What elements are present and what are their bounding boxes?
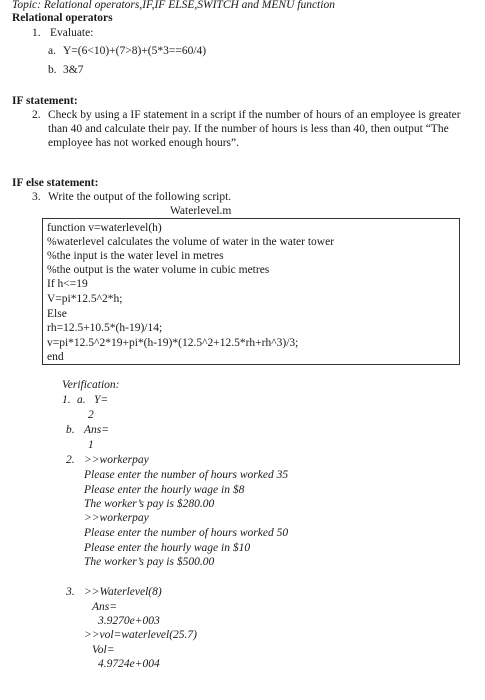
ver-q3-ans-label: Ans=	[92, 601, 118, 613]
ver-q3-cmd1: >>Waterlevel(8)	[84, 586, 162, 598]
ver-q2-line: Please enter the number of hours worked 50	[84, 527, 289, 539]
ver-q2-line: The worker’s pay is $280.00	[84, 498, 215, 510]
code-line: %the output is the water volume in cubic metres	[47, 264, 270, 276]
ver-q3-vol-label: Vol=	[92, 644, 115, 656]
topic-line: Topic: Relational operators,IF,IF ELSE,SWITCH and MENU function	[12, 0, 335, 11]
code-line: %the input is the water level in metres	[47, 250, 224, 262]
q1-title: Evaluate:	[50, 27, 94, 39]
q1-item-a-text: Y=(6<10)+(7>8)+(5*3==60/4)	[63, 45, 207, 57]
ver-q1-a-value: 2	[88, 409, 94, 421]
ver-q1-b-value: 1	[88, 439, 94, 451]
code-line: function v=waterlevel(h)	[47, 222, 162, 234]
code-line: %waterlevel calculates the volume of water in the water tower	[47, 236, 335, 248]
ver-q1-a-prompt: Y=	[94, 394, 109, 406]
q2-text: Check by using a IF statement in a script if the number of hours of an employee is greater than 40 and calculate their pay. If the number of hours is less than 40, then output “The employee has not worked enough hours”.	[48, 109, 461, 149]
ver-q3-vol-value: 4.9724e+004	[98, 658, 160, 670]
q3-number: 3.	[32, 191, 41, 203]
ver-q1-b-prompt: Ans=	[84, 424, 110, 436]
code-line: V=pi*12.5^2*h;	[47, 293, 123, 305]
q1-item-b-label: b.	[48, 64, 57, 76]
code-line: rh=12.5+10.5*(h-19)/14;	[47, 322, 163, 334]
q1-number: 1.	[32, 27, 41, 39]
code-line: If h<=19	[47, 278, 88, 290]
ver-q3-ans-value: 3.9270e+003	[98, 615, 160, 627]
ver-q1-b-label: b.	[66, 424, 75, 436]
q1-item-b-text: 3&7	[63, 64, 84, 76]
q3-text: Write the output of the following script.	[48, 191, 232, 203]
code-line: Else	[47, 308, 67, 320]
ver-q2-line: The worker’s pay is $500.00	[84, 556, 215, 568]
ifelse-section-title: IF else statement:	[12, 177, 99, 189]
verification-title: Verification:	[62, 379, 120, 391]
code-filename: Waterlevel.m	[170, 205, 232, 217]
code-line: end	[47, 351, 64, 363]
ver-q2-line: >>workerpay	[84, 512, 149, 524]
ver-q3-cmd2: >>vol=waterlevel(25.7)	[84, 629, 198, 641]
ver-q2-line: Please enter the hourly wage in $8	[84, 484, 245, 496]
ver-q3-number: 3.	[66, 586, 75, 598]
code-line: v=pi*12.5^2*19+pi*(h-19)*(12.5^2+12.5*rh+rh^3)/3;	[47, 337, 299, 349]
ver-q2-line: Please enter the number of hours worked 35	[84, 469, 289, 481]
ver-q2-line: Please enter the hourly wage in $10	[84, 542, 251, 554]
ver-q2-number: 2.	[66, 454, 75, 466]
ver-q1-a-label: a.	[77, 394, 86, 406]
ver-q2-line: >>workerpay	[84, 454, 149, 466]
ver-q1-number: 1.	[62, 394, 71, 406]
code-box	[42, 218, 460, 365]
q2-number: 2.	[32, 109, 41, 121]
section-title-relational: Relational operators	[12, 12, 113, 24]
if-section-title: IF statement:	[12, 95, 78, 107]
q1-item-a-label: a.	[48, 45, 56, 57]
